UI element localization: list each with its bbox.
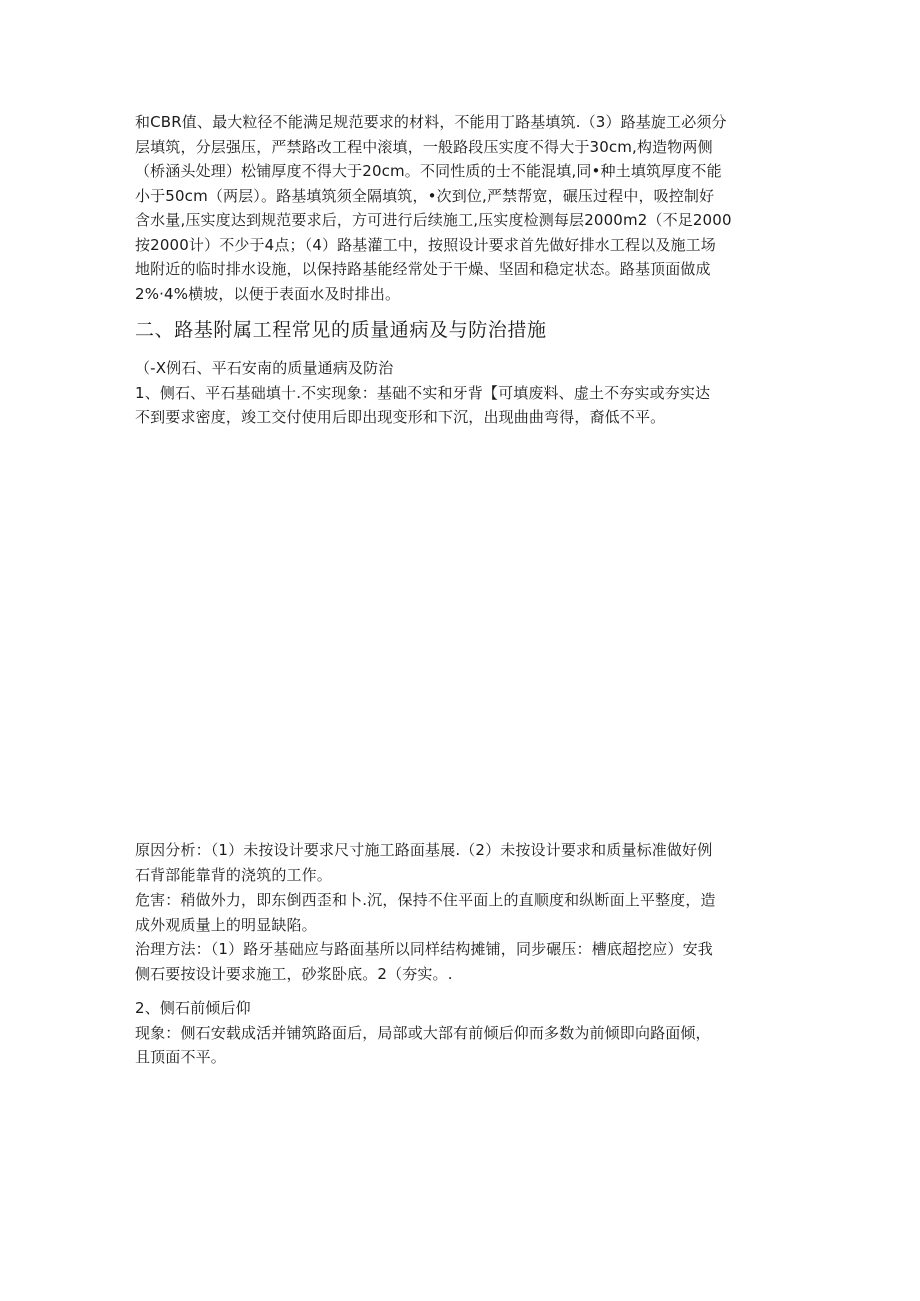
text-line: 小于50cm（两层）。路基填筑须全隔填筑，•次到位,严禁帮宽，碾压过程中，吸控制好 <box>135 186 715 205</box>
text-line: 石背部能靠背的浇筑的工作。 <box>135 865 332 884</box>
text-line: 现象：侧石安载成活并铺筑路面后，局部或大部有前倾后仰而多数为前倾即向路面倾， <box>135 1023 711 1042</box>
text-line: 侧石要按设计要求施工，砂浆卧底。2（夯实。. <box>135 964 453 983</box>
text-line: 2、侧石前倾后仰 <box>135 999 251 1017</box>
text-line: 且顶面不平。 <box>135 1048 226 1066</box>
text-line: 原因分析：（1）未按设计要求尺寸施工路面基展.（2）未按设计要求和质量标准做好例 <box>135 841 713 859</box>
text-line: 治理方法：（1）路牙基础应与路面基所以同样结构摊铺，同步碾压：槽底超挖应）安我 <box>135 940 713 958</box>
text-line: 按2000计）不少于4点；（4）路基灌工中，按照设计要求首先做好排水工程以及施工场 <box>135 235 716 254</box>
text-line: 危害：稍做外力，即东倒西歪和卜.沉，保持不住平面上的直顺度和纵断面上平整度，造 <box>135 891 716 909</box>
text-line: 层填筑，分层强压，严禁路改工程中滚填，一般路段压实度不得大于30cm,构造物两侧 <box>135 137 713 156</box>
paragraph-hazard <box>135 888 790 937</box>
text-line: 成外观质量上的明显缺陷。 <box>135 915 317 934</box>
text-line: 含水量,压实度达到规范要求后，方可进行后续施工,压实度检测每层2000m2（不足2000 <box>135 211 732 229</box>
text-line: 不到要求密度，竣工交付使用后即出现变形和下沉，出现曲曲弯得，裔低不平。 <box>135 408 666 426</box>
paragraph-subgrade-filling <box>135 110 790 306</box>
text-line: （桥涵头处理）松铺厚度不得大于20cm。不同性质的士不能混填,同•种土填筑厚度不能 <box>135 162 722 180</box>
paragraph-curb-defects <box>135 356 790 430</box>
text-line: 和CBR值、最大粒径不能满足规范要求的材料，不能用丁路基填筑.（3）路基旋工必须分 <box>135 113 727 131</box>
paragraph-curb-tilt <box>135 996 790 1070</box>
section-heading: 二、路基附属工程常见的质量通病及与防治措施 <box>135 319 547 341</box>
text-line: 1、侧石、平石基础填十.不实现象：基础不实和牙背【可填废料、虚土不夯实或夯实达 <box>135 383 711 402</box>
paragraph-cause-analysis <box>135 838 790 887</box>
text-line: （-X例石、平石安南的质量通病及防治 <box>135 359 394 377</box>
paragraph-remedy <box>135 937 790 986</box>
text-line: 2%·4%横坡，以便于表面水及时排出。 <box>135 284 401 303</box>
text-line: 地附近的临时排水设施，以保持路基能经常处于干燥、坚固和稳定状态。路基顶面做成 <box>135 260 711 278</box>
